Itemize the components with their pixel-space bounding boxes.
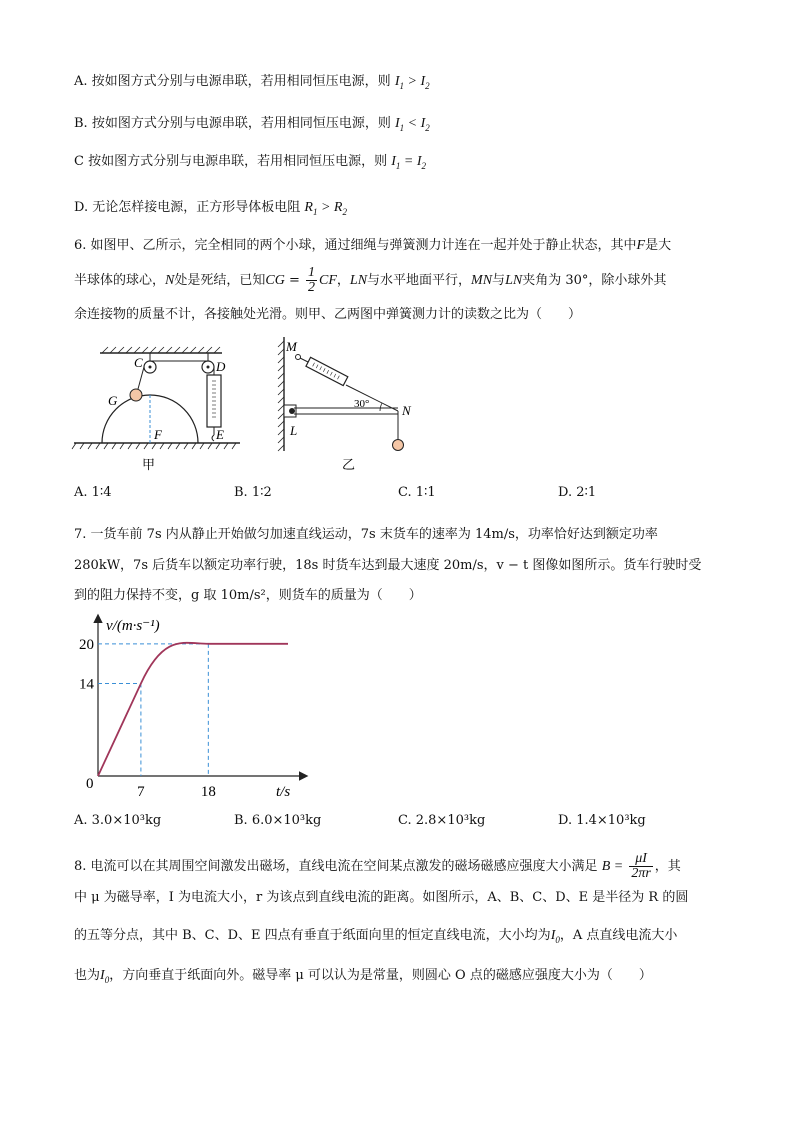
label-d: D — [216, 359, 226, 374]
formula-b: B = — [601, 859, 624, 874]
label-e: E — [216, 427, 224, 442]
figure-jia — [70, 335, 250, 475]
figure-yi-caption: 乙 — [342, 457, 356, 472]
q6-stem-line3: 余连接物的质量不计，各接触处光滑。则甲、乙两图中弹簧测力计的读数之比为（ ） — [74, 307, 582, 322]
option-label: B. — [74, 116, 88, 131]
option-text: 按如图方式分别与电源串联，若用相同恒压电源，则 — [91, 116, 391, 131]
q6-option-c[interactable]: C. 1∶1 — [398, 485, 436, 500]
q6-option-b[interactable]: B. 1∶2 — [234, 485, 272, 500]
option-text: 按如图方式分别与电源串联，若用相同恒压电源，则 — [91, 74, 391, 89]
q6-stem-line1: 6. 如图甲、乙所示，完全相同的两个小球，通过细绳与弹簧测力计连在一起并处于静止状态，其中F是大 — [74, 238, 672, 253]
q7-option-d[interactable]: D. 1.4×10³kg — [558, 813, 646, 828]
half-fraction: $\frac{1}{2}$ — [308, 265, 315, 295]
q6-stem-line2: 半球体的球心，N处是死结，已知CG = $\frac{1}{2}$ CF，LN与水平地面平行，MN与LN夹角为 30°，除小球外其 — [74, 265, 667, 295]
label-m: M — [286, 339, 297, 354]
figure-yi — [268, 335, 428, 475]
q5-option-b[interactable] — [74, 114, 430, 138]
x-tick-18: 18 — [200, 784, 216, 800]
q5-option-c[interactable] — [74, 152, 426, 176]
r1-gt-r2: $R_1 > R_2$ — [304, 200, 347, 217]
q7-option-b[interactable]: B. 6.0×10³kg — [234, 813, 322, 828]
label-l: L — [290, 423, 298, 438]
y-tick-14: 14 — [79, 676, 94, 693]
option-text: 无论怎样接电源，正方形导体板电阻 — [92, 200, 301, 215]
formula-fraction: $\frac{\mu I}{2\pi r}$ — [631, 851, 651, 881]
label-f: F — [154, 427, 162, 442]
x-tick-7: 7 — [137, 784, 145, 800]
y-tick-20: 20 — [79, 636, 94, 653]
q7-stem-line2: 280kW，7s 后货车以额定功率行驶，18s 时货车达到最大速度 20m/s，v − t 图像如图所示。货车行驶时受 — [74, 558, 702, 573]
q7-stem-line3: 到的阻力保持不变，g 取 10m/s²，则货车的质量为（ ） — [74, 588, 422, 603]
label-c: C — [134, 355, 143, 370]
option-label: D. — [74, 200, 89, 215]
option-text: 按如图方式分别与电源串联，若用相同恒压电源，则 — [88, 154, 388, 169]
option-label: A. — [74, 74, 88, 89]
series-v-line — [98, 643, 288, 776]
vt-chart — [70, 608, 310, 804]
q8-stem-line1: 8. 电流可以在其周围空间激发出磁场，直线电流在空间某点激发的磁场磁感应强度大小满足 B = $\frac{\mu I}{2\pi r}$ ，其 — [74, 851, 681, 881]
q7-option-a[interactable]: A. 3.0×10³kg — [74, 813, 162, 828]
q8-stem-line2: 中 μ 为磁导率，I 为电流大小，r 为该点到直线电流的距离。如图所示，A、B、C、D、E 是半径为 R 的圆 — [74, 890, 689, 905]
q6-option-d[interactable]: D. 2∶1 — [558, 485, 597, 500]
q6-option-a[interactable]: A. 1∶4 — [74, 485, 112, 500]
q7-option-c[interactable]: C. 2.8×10³kg — [398, 813, 486, 828]
i1-lt-i2: $I_1 < I_2$ — [394, 116, 430, 133]
option-label: C — [74, 154, 84, 169]
i1-eq-i2: $I_1 = I_2$ — [391, 154, 427, 171]
q8-stem-line4: 也为$I_0$，方向垂直于纸面向外。磁导率 μ 可以认为是常量，则圆心 O 点的磁感应强度大小为（ ） — [74, 968, 652, 985]
y-axis-label: v/(m·s⁻¹) — [106, 618, 160, 634]
angle-30: 30° — [354, 398, 370, 410]
q7-stem-line1: 7. 一货车前 7s 内从静止开始做匀加速直线运动，7s 末货车的速率为 14m/s，功率恰好达到额定功率 — [74, 527, 658, 542]
q8-stem-line3: 的五等分点，其中 B、C、D、E 四点有垂直于纸面向里的恒定直线电流，大小均为$I_0$，A 点直线电流大小 — [74, 928, 678, 945]
i1-gt-i2: $I_1 > I_2$ — [394, 74, 430, 91]
label-n: N — [402, 403, 411, 418]
x-axis-label: t/s — [276, 784, 291, 800]
figure-jia-caption: 甲 — [142, 457, 156, 472]
label-g: G — [108, 393, 118, 408]
q5-option-a[interactable] — [74, 72, 430, 96]
origin-label: 0 — [86, 776, 94, 792]
q5-option-d[interactable] — [74, 198, 347, 222]
